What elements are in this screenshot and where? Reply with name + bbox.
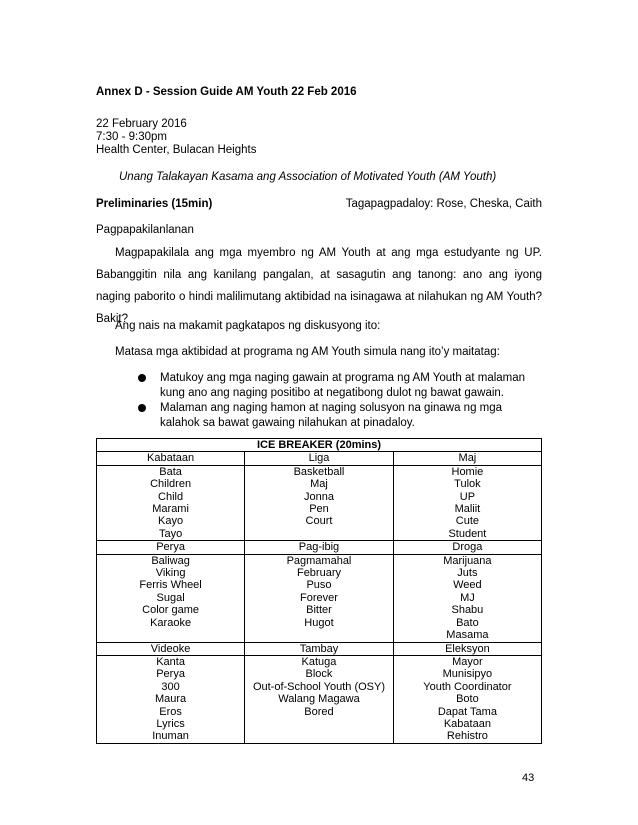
word-list-cell <box>97 655 245 743</box>
category-header: Maj <box>393 452 541 465</box>
word-item: Basketball <box>293 465 345 478</box>
word-list-cell <box>393 465 541 540</box>
bullet-icon <box>138 404 146 412</box>
word-item: Sugal <box>156 591 185 604</box>
word-item: Karaoke <box>150 616 192 629</box>
word-item: Kanta <box>156 655 185 668</box>
category-header: Videoke <box>97 642 245 655</box>
word-list-cell <box>393 554 541 642</box>
bullet-icon <box>138 374 146 382</box>
session-venue: Health Center, Bulacan Heights <box>96 144 257 156</box>
word-item: Tulok <box>454 478 481 491</box>
word-item: Pagmamahal <box>286 554 352 567</box>
word-item: Bata <box>159 465 182 478</box>
word-item: Child <box>158 490 184 503</box>
word-item: Inuman <box>152 730 189 743</box>
word-item: Pen <box>309 503 329 516</box>
session-time: 7:30 - 9:30pm <box>96 131 167 143</box>
table-body <box>97 452 542 743</box>
word-item: Hugot <box>304 616 334 629</box>
facilitators: Tagapagpadaloy: Rose, Cheska, Caith <box>345 198 542 210</box>
word-list-cell <box>245 554 394 642</box>
word-item: Bored <box>304 705 334 718</box>
word-list-cell <box>97 554 245 642</box>
session-title: Unang Talakayan Kasama ang Association of Motivated Youth (AM Youth) <box>119 171 497 183</box>
table-header-row <box>97 452 542 465</box>
word-item: Viking <box>155 567 186 580</box>
word-item: Katuga <box>301 655 337 668</box>
category-header: Liga <box>245 452 394 465</box>
word-item: Student <box>448 527 487 540</box>
list-item <box>138 401 542 430</box>
word-item: Children <box>150 478 192 491</box>
goal-main: Matasa mga aktibidad at programa ng AM Youth simula nang ito’y maitatag: <box>115 346 500 358</box>
word-list-cell <box>245 465 394 540</box>
word-item: Out-of-School Youth (OSY) <box>252 680 386 693</box>
word-item: Jonna <box>303 490 334 503</box>
word-item: Juts <box>457 567 478 580</box>
word-item: Lyrics <box>156 717 185 730</box>
word-item: 300 <box>161 680 180 693</box>
word-item: Maj <box>310 478 328 491</box>
word-item: Shabu <box>451 604 484 617</box>
bullet-text: Malaman ang naging hamon at naging solusyon na ginawa ng mga kalahok sa bawat gawaing nilahukan at pinadaloy. <box>160 402 503 429</box>
word-item: Masama <box>446 629 489 642</box>
word-list-cell <box>245 655 394 743</box>
word-item: Walang Magawa <box>278 693 360 706</box>
table-row <box>97 554 542 642</box>
list-item <box>138 371 542 400</box>
word-item: Block <box>305 668 333 681</box>
word-item: Kabataan <box>443 717 491 730</box>
goal-intro: Ang nais na makamit pagkatapos ng diskusyong ito: <box>115 320 381 332</box>
table-row <box>97 655 542 743</box>
category-header: Perya <box>97 541 245 554</box>
word-item: Court <box>305 515 333 528</box>
word-item: Rehistro <box>446 730 488 743</box>
word-item: Weed <box>453 579 482 592</box>
category-header: Eleksyon <box>393 642 541 655</box>
word-item: Cute <box>455 515 480 528</box>
word-item: Tayo <box>158 527 183 540</box>
table-row <box>97 465 542 540</box>
table-header-row <box>97 642 542 655</box>
word-item: Baliwag <box>151 554 190 567</box>
category-header: Kabataan <box>97 452 245 465</box>
table-header-row <box>97 541 542 554</box>
table-title: ICE BREAKER (20mins) <box>97 439 542 452</box>
word-item: Eros <box>159 705 182 718</box>
session-date: 22 February 2016 <box>96 118 187 130</box>
word-item: UP <box>459 490 476 503</box>
category-header: Pag-ibig <box>245 541 394 554</box>
word-item: Forever <box>300 591 338 604</box>
goal-bullets <box>138 371 542 431</box>
page-number: 43 <box>522 772 535 784</box>
preliminaries-label: Preliminaries (15min) <box>96 198 213 210</box>
word-item: Homie <box>451 465 484 478</box>
word-list-cell <box>393 655 541 743</box>
category-header: Droga <box>393 541 541 554</box>
word-item: Youth Coordinator <box>423 680 512 693</box>
word-item: Marami <box>152 503 189 516</box>
word-item: Mayor <box>452 655 483 668</box>
word-item: February <box>296 567 341 580</box>
word-item: Marijuana <box>443 554 492 567</box>
word-item: Bitter <box>306 604 332 617</box>
word-item: Maura <box>154 693 187 706</box>
word-item: Maliit <box>454 503 481 516</box>
word-item: Bato <box>456 616 479 629</box>
word-item: Kayo <box>158 515 184 528</box>
bullet-text: Matukoy ang mga naging gawain at programa ng AM Youth at malaman kung ano ang naging positibo at negatibong dulot ng bawat gawain. <box>160 372 526 399</box>
word-item: MJ <box>460 591 475 604</box>
annex-title: Annex D - Session Guide AM Youth 22 Feb 2016 <box>96 86 357 98</box>
word-list-cell <box>97 465 245 540</box>
intro-paragraph: Magpapakilala ang mga myembro ng AM Youth at ang mga estudyante ng UP. Babanggitin nila ang kanilang pangalan, at sasagutin ang tanong: ano ang iyong naging paborito o hindi malilimutang aktibidad na isinagawa at nilahukan ng AM Youth? Bakit? <box>96 247 542 325</box>
word-item: Color game <box>142 604 200 617</box>
word-item: Dapat Tama <box>437 705 497 718</box>
ice-breaker-table <box>96 438 542 744</box>
section-heading: Pagpapakilanlanan <box>96 224 194 236</box>
word-item: Puso <box>306 579 332 592</box>
word-item: Perya <box>156 668 185 681</box>
word-item: Boto <box>456 693 479 706</box>
word-item: Ferris Wheel <box>139 579 202 592</box>
category-header: Tambay <box>245 642 394 655</box>
word-item: Munisipyo <box>442 668 493 681</box>
